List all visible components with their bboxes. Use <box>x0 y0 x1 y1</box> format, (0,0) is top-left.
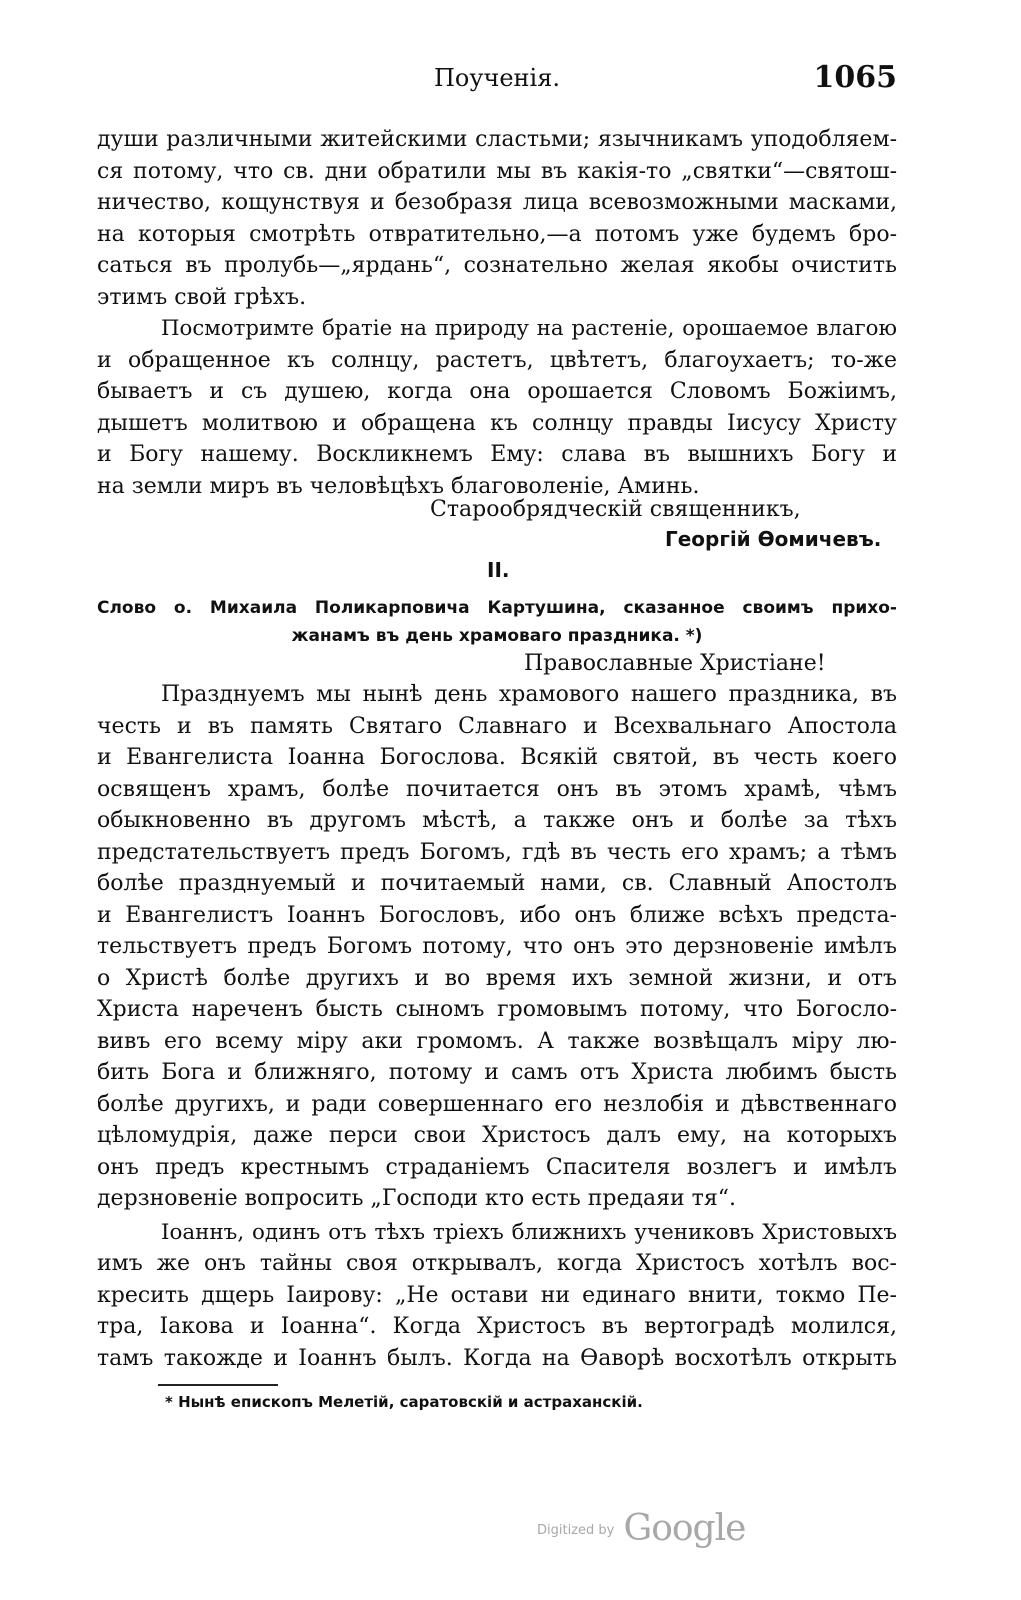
text-line: обыкновенно въ другомъ мѣстѣ, а также онъ и болѣе за тѣхъ <box>97 808 897 833</box>
text-line: освященъ храмъ, болѣе почитается онъ въ этомъ храмѣ, чѣмъ <box>97 776 897 802</box>
text-line: и Богу нашему. Воскликнемъ Ему: слава въ вышнихъ Богу и <box>97 442 897 467</box>
text-line: Іоаннъ, одинъ отъ тѣхъ тріехъ ближнихъ учениковъ Христовыхъ <box>161 1219 897 1245</box>
text-line: Празднуемъ мы нынѣ день храмового нашего праздника, въ <box>161 682 897 707</box>
text-line: тамъ такожде и Іоаннъ былъ. Когда на Ѳаворѣ восхотѣлъ открыть <box>97 1345 897 1371</box>
text-line: ся потому, что св. дни обратили мы въ какія-то „святки“—святош- <box>97 158 897 184</box>
text-line: предстательствуетъ предъ Богомъ, гдѣ въ честь его храмъ; а тѣмъ <box>97 839 897 865</box>
text-line: дышетъ молитвою и обращена къ солнцу правды Іисусу Христу <box>97 410 897 436</box>
text-line: болѣе другихъ, и ради совершеннаго его незлобія и дѣвственнаго <box>97 1091 897 1117</box>
sermon-one-text <box>97 124 897 502</box>
digitized-watermark <box>537 1508 745 1549</box>
text-line: дерзновеніе вопросить „Господи кто есть предаяи тя“. <box>97 1186 736 1211</box>
google-logo: Google <box>623 1508 746 1549</box>
text-line: о Христѣ болѣе другихъ и во время ихъ земной жизни, и отъ <box>97 965 897 991</box>
text-line: кресить дщерь Іаирову: „Не остави ни единаго внити, токмо Пе- <box>97 1282 897 1308</box>
sermon-two-text <box>97 679 897 1374</box>
running-title: Поученія. <box>433 64 560 92</box>
text-line: имъ же онъ тайны своя открывалъ, когда Христосъ хотѣлъ вос- <box>97 1251 897 1276</box>
footnote: * Нынѣ епископъ Мелетій, саратовскій и астраханскій. <box>165 1393 643 1411</box>
signature-role: Старообрядческій священникъ, <box>430 497 801 522</box>
text-line: тра, Іакова и Іоанна“. Когда Христосъ въ вертоградѣ молился, <box>97 1314 897 1339</box>
text-line: вивъ его всему міру аки громомъ. А также возвѣщалъ міру лю- <box>97 1028 897 1054</box>
text-line: этимъ свой грѣхъ. <box>97 284 307 310</box>
text-line: Посмотримте братіе на природу на растеніе, орошаемое влагою <box>161 316 897 341</box>
text-line: бить Бога и ближняго, потому и самъ отъ Христа любимъ бысть <box>97 1060 897 1085</box>
text-line: болѣе празднуемый и почитаемый нами, св. Славный Апостолъ <box>97 871 897 896</box>
footnote-rule <box>158 1384 278 1386</box>
text-line: тельствуетъ предъ Богомъ потому, что онъ это дерзновеніе имѣлъ <box>97 934 897 959</box>
text-line: цѣломудрія, даже перси свои Христосъ далъ ему, на которыхъ <box>97 1123 897 1148</box>
text-line: онъ предъ крестнымъ страданіемъ Спасителя возлегъ и имѣлъ <box>97 1154 897 1180</box>
salutation: Православные Христіане! <box>524 651 826 676</box>
sermon-title <box>97 594 897 650</box>
watermark-prefix: Digitized by <box>537 1523 615 1538</box>
text-line: ничество, кощунствуя и безобразя лица всевозможными масками, <box>97 190 897 215</box>
text-line: на которыя смотрѣть отвратительно,—а потомъ уже будемъ бро- <box>97 221 897 247</box>
running-head <box>97 60 897 100</box>
page-number: 1065 <box>813 60 897 95</box>
sermon-title-line: жанамъ въ день храмоваго праздника. *) <box>291 626 703 646</box>
text-line: и Евангелистъ Іоаннъ Богословъ, ибо онъ ближе всѣхъ предста- <box>97 902 897 928</box>
sermon-title-line: Слово о. Михаила Поликарповича Картушина, сказанное своимъ прихо- <box>97 598 897 618</box>
text-line: честь и въ память Святаго Славнаго и Всехвальнаго Апостола <box>97 713 897 739</box>
text-line: на земли миръ въ человѣцѣхъ благоволеніе, Аминь. <box>97 473 700 499</box>
section-number: II. <box>487 558 510 582</box>
text-line: бываетъ и съ душею, когда она орошается Словомъ Божіимъ, <box>97 379 897 404</box>
text-line: души различными житейскими сластьми; язычникамъ уподобляем- <box>97 127 897 152</box>
text-line: и Евангелиста Іоанна Богослова. Всякій святой, въ честь коего <box>97 745 897 770</box>
signature-name: Георгій Ѳомичевъ. <box>665 527 882 551</box>
text-line: саться въ пролубь—„ярдань“, сознательно желая якобы очистить <box>97 253 897 278</box>
text-line: Христа нареченъ бысть сыномъ громовымъ потому, что Богосло- <box>97 997 897 1022</box>
text-line: и обращенное къ солнцу, растетъ, цвѣтетъ, благоухаетъ; то-же <box>97 347 897 373</box>
